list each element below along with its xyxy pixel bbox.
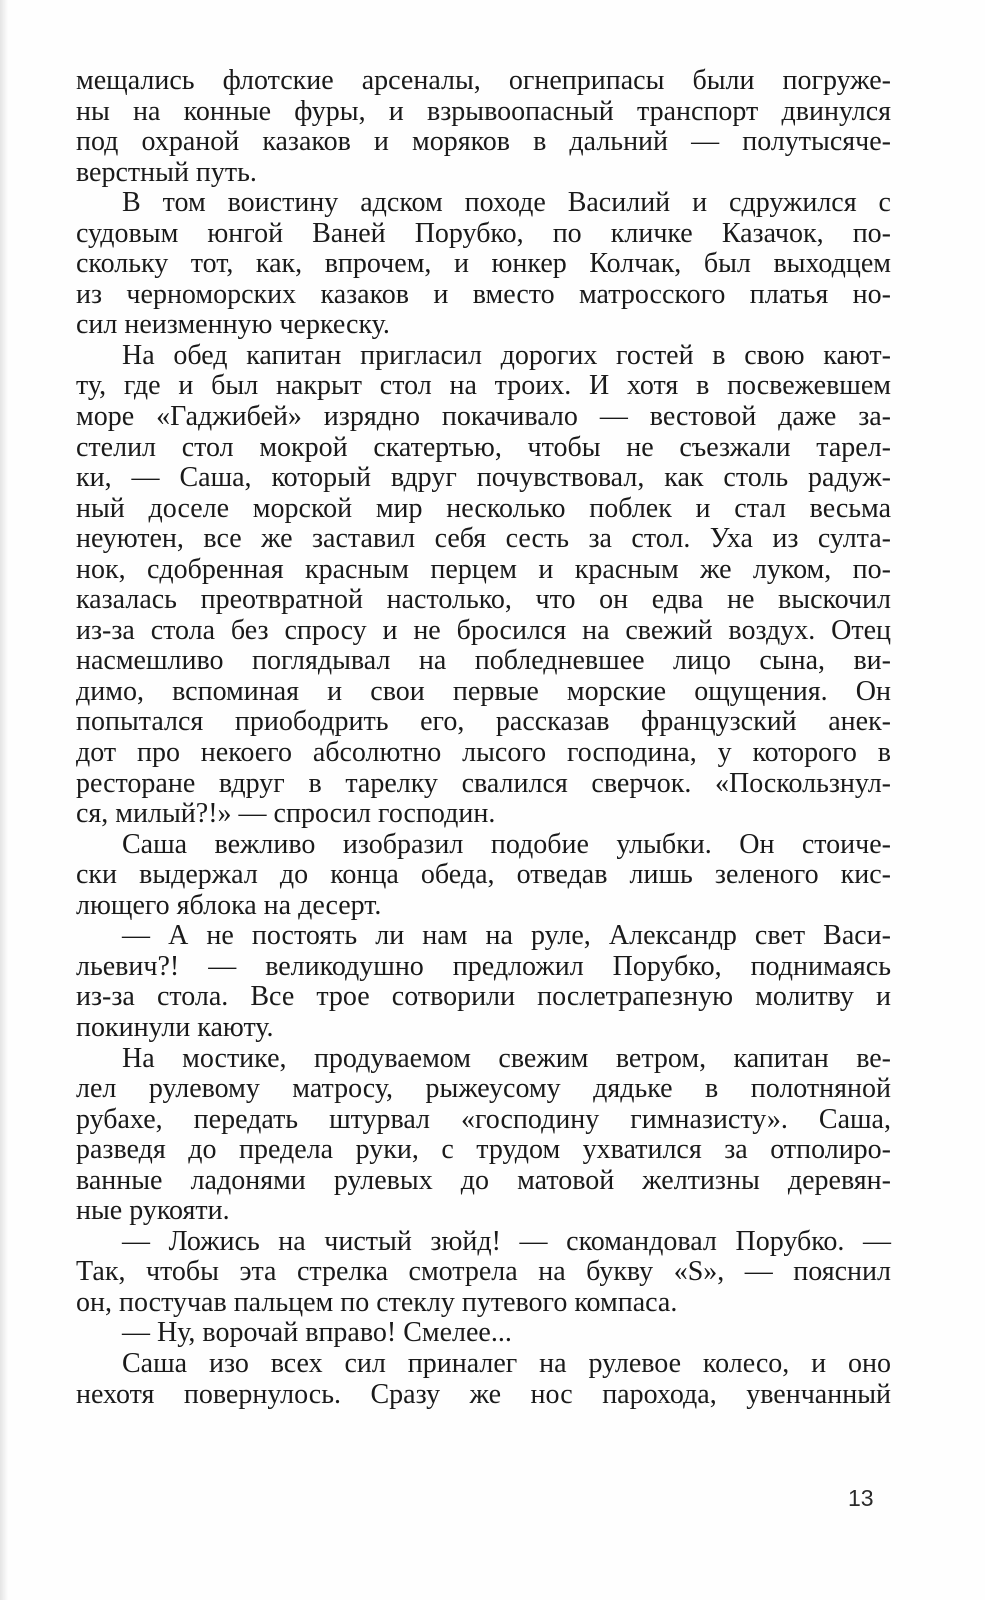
text-line: нок, сдобренная красным перцем и красным же луком, по- xyxy=(76,553,891,585)
text-line: ресторане вдруг в тарелку свалился сверчок. «Поскользнул- xyxy=(76,767,891,799)
text-line: покинули каюту. xyxy=(76,1011,274,1043)
text-line: нехотя повернулось. Сразу же нос парохода, увенчанный xyxy=(76,1378,891,1410)
text-line: ки, — Саша, который вдруг почувствовал, как столь радуж- xyxy=(76,462,891,494)
binding-edge-shadow xyxy=(0,0,8,1600)
text-line: В том воистину адском походе Василий и сдружился с xyxy=(122,187,891,219)
text-line: ный доселе морской мир несколько поблек и стал весьма xyxy=(76,492,891,524)
text-line: лющего яблока на десерт. xyxy=(76,889,382,921)
text-line: льевич?! — великодушно предложил Порубко, поднимаясь xyxy=(76,950,891,982)
text-line: Так, чтобы эта стрелка смотрела на букву «S», — пояснил xyxy=(76,1256,891,1288)
text-line: дот про некоего абсолютно лысого господина, у которого в xyxy=(76,737,891,769)
text-line: На обед капитан пригласил дорогих гостей в свою кают- xyxy=(122,339,891,371)
text-line: — Ложись на чистый зюйд! — скомандовал Порубко. — xyxy=(122,1225,891,1257)
text-line: судовым юнгой Ваней Порубко, по кличке Казачок, по- xyxy=(76,217,891,249)
text-line: сил неизменную черкеску. xyxy=(76,309,390,341)
text-line: ся, милый?!» — спросил господин. xyxy=(76,798,496,830)
text-line: неуютен, все же заставил себя сесть за стол. Уха из султа- xyxy=(76,523,891,555)
text-line: из-за стола без спросу и не бросился на свежий воздух. Отец xyxy=(76,614,891,646)
text-line: верстный путь. xyxy=(76,156,257,188)
text-line: скольку тот, как, впрочем, и юнкер Колчак, был выходцем xyxy=(76,248,891,280)
page-number: 13 xyxy=(848,1485,874,1511)
text-line: ванные ладонями рулевых до матовой желтизны деревян- xyxy=(76,1164,891,1196)
text-line: Саша вежливо изобразил подобие улыбки. Он стоиче- xyxy=(122,828,891,860)
text-line: под охраной казаков и моряков в дальний — полутысяче- xyxy=(76,126,891,158)
text-line: ту, где и был накрыт стол на троих. И хотя в посвежевшем xyxy=(76,370,891,402)
text-line: из черноморских казаков и вместо матросского платья но- xyxy=(76,278,891,310)
text-line: стелил стол мокрой скатертью, чтобы не съезжали тарел- xyxy=(76,431,891,463)
text-line: мещались флотские арсеналы, огнеприпасы были погруже- xyxy=(76,65,891,96)
text-line: попытался приободрить его, рассказав французский анек- xyxy=(76,706,891,738)
text-line: море «Гаджибей» изрядно покачивало — вестовой даже за- xyxy=(76,401,891,433)
text-line: из-за стола. Все трое сотворили послетрапезную молитву и xyxy=(76,981,891,1013)
text-line: ны на конные фуры, и взрывоопасный транспорт двинулся xyxy=(76,95,891,127)
text-line: насмешливо поглядывал на побледневшее лицо сына, ви- xyxy=(76,645,891,677)
text-line: казалась преотвратной настолько, что он едва не выскочил xyxy=(76,584,891,616)
body-text xyxy=(76,66,891,1410)
text-line: ски выдержал до конца обеда, отведав лишь зеленого кис- xyxy=(76,859,891,891)
text-line: лел рулевому матросу, рыжеусому дядьке в полотняной xyxy=(76,1073,891,1105)
text-line: разведя до предела руки, с трудом ухватился за отполиро- xyxy=(76,1134,891,1166)
text-line: — А не постоять ли нам на руле, Александр свет Васи- xyxy=(122,920,891,952)
text-line: ные рукояти. xyxy=(76,1195,230,1227)
text-line: На мостике, продуваемом свежим ветром, капитан ве- xyxy=(122,1042,891,1074)
text-line: Саша изо всех сил приналег на рулевое колесо, и оно xyxy=(122,1347,891,1379)
text-line: димо, вспоминая и свои первые морские ощущения. Он xyxy=(76,675,891,707)
text-line: он, постучав пальцем по стеклу путевого компаса. xyxy=(76,1286,678,1318)
text-line: рубахе, передать штурвал «господину гимназисту». Саша, xyxy=(76,1103,891,1135)
text-line: — Ну, ворочай вправо! Смелее... xyxy=(122,1317,512,1349)
